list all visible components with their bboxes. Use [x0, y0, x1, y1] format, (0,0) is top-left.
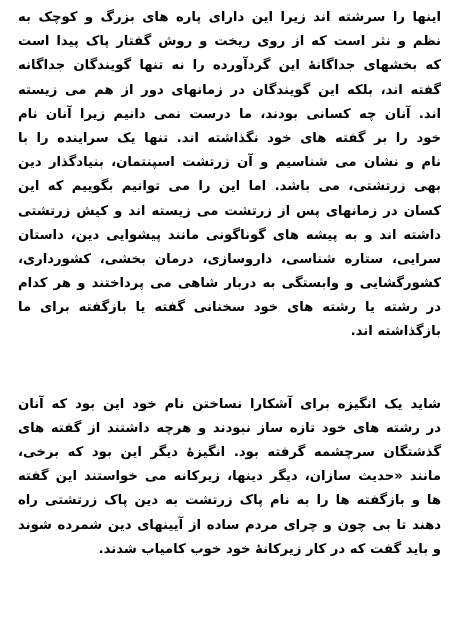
text-line: اینها را سرشته اند زیرا این دارای پاره های بزرگ و کوچک به [18, 10, 441, 25]
text-line: کسان در زمانهای پس از زرتشت می زیسته اند و کیش زرتشتی [18, 203, 441, 219]
paragraph-2 [18, 393, 441, 562]
text-line: نام و نشان می شناسیم و آن زرتشت اسپنتمان، بنیادگذار دین [18, 155, 441, 171]
text-line: در رشته های خود تازه ساز نبودند و هرچه داشتند از گفته های [18, 420, 441, 436]
text-line: کشورگشایی و وابستگی به دربار شاهی می پرداختند و هر کدام [18, 276, 441, 292]
text-line: نظم و نثر است که از روی ریخت و روش گفتار پاک پیدا است [18, 34, 441, 50]
text-line: بهی زرتشتی، می باشد. اما این را می توانیم بگوییم که این [18, 179, 441, 195]
text-line: گفته اند، بلکه این گویندگان در زمانهای دور از هم می زیسته [18, 82, 441, 98]
text-line: در رشته یا رشته های خود سخنانی گفته یا بازگفته برای ما [18, 300, 441, 316]
paragraph-spacer [18, 345, 441, 393]
text-line: داشته اند و به پیشه های گوناگونی مانند پیشوایی دین، داستان [18, 227, 441, 243]
text-line: گذشتگان سرچشمه گرفته بود. انگیزهٔ دیگر این بود که برخی، [18, 445, 441, 460]
text-line: ها و بازگفته ها را به نام پاک زرتشت به دین پاک زرتشتی راه [18, 493, 441, 509]
text-line: دهند تا بی چون و چرای مردم ساده از آیینهای دین شمرده شوند [18, 517, 441, 533]
text-line: بازگذاشته اند. [350, 324, 441, 340]
text-line: و باید گفت که در کار زیرکانهٔ خود خوب کامیاب شدند. [98, 541, 441, 557]
text-line: که بخشهای جداگانهٔ این گردآورده را نه تنها گویندگان جداگانه [18, 58, 441, 74]
paragraph-1 [18, 6, 441, 345]
text-line: شاید یک انگیزه برای آشکارا نساختن نام خود این بود که آنان [18, 396, 441, 412]
text-line: مانند «حدیث سازان، دیگر دینها، زیرکانه می خواستند این گفته [18, 469, 441, 485]
text-line: اند. آنان چه کسانی بودند، ما درست نمی دانیم زیرا آنان نام [18, 106, 441, 122]
text-line: سرایی، ستاره شناسی، داروسازی، درمان بخشی، کشورداری، [18, 251, 441, 267]
text-line: خود را بر گفته های خود نگذاشته اند. تنها یک سراینده را با [18, 130, 441, 146]
